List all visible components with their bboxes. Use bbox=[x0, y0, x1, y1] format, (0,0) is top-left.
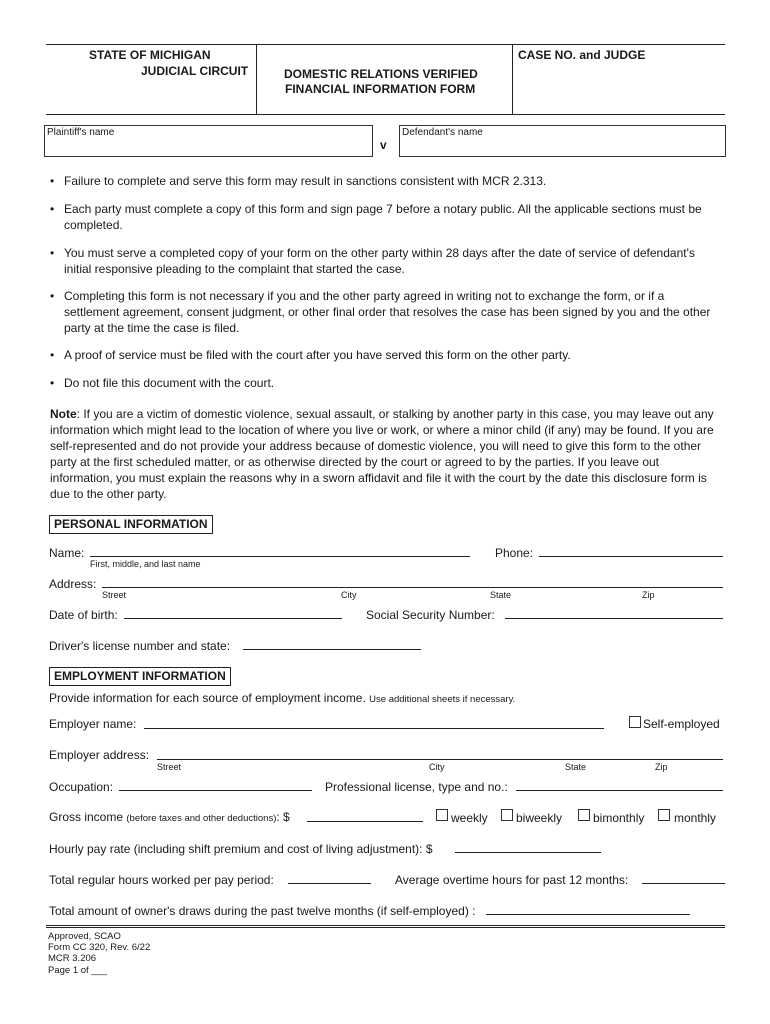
form-title-line1: DOMESTIC RELATIONS VERIFIED bbox=[284, 67, 478, 81]
self-employed-label: Self-employed bbox=[643, 717, 720, 731]
address-street-hint: Street bbox=[102, 590, 127, 600]
employment-intro: Provide information for each source of employment income. Use additional sheets if necessary. bbox=[49, 691, 516, 705]
gross-income-label: Gross income (before taxes and other deductions): $ bbox=[49, 810, 290, 824]
occupation-label: Occupation: bbox=[49, 780, 114, 794]
footer-page: Page 1 of ___ bbox=[48, 965, 108, 976]
bimonthly-checkbox[interactable] bbox=[578, 809, 590, 821]
overtime-hours-label: Average overtime hours for past 12 months: bbox=[395, 873, 629, 887]
form-title-line2: FINANCIAL INFORMATION FORM bbox=[285, 82, 476, 96]
overtime-hours-input[interactable] bbox=[642, 883, 725, 884]
bullet-icon: • bbox=[50, 348, 55, 362]
header-bottom-rule bbox=[46, 114, 725, 115]
footer-mcr: MCR 3.206 bbox=[48, 953, 97, 964]
self-employed-checkbox[interactable] bbox=[629, 716, 641, 728]
footer-form-number: Form CC 320, Rev. 6/22 bbox=[48, 942, 151, 953]
versus-label: v bbox=[380, 138, 387, 152]
domestic-violence-note bbox=[50, 406, 720, 502]
bullet-icon: • bbox=[50, 246, 55, 260]
professional-license-input[interactable] bbox=[516, 790, 723, 791]
dob-label: Date of birth: bbox=[49, 608, 118, 622]
professional-license-label: Professional license, type and no.: bbox=[325, 780, 508, 794]
footer-rule-1 bbox=[46, 925, 725, 926]
bullet-icon: • bbox=[50, 289, 55, 303]
monthly-label: monthly bbox=[674, 811, 717, 825]
gross-income-input[interactable] bbox=[307, 821, 423, 822]
bullet-icon: • bbox=[50, 174, 55, 188]
defendant-name-label: Defendant's name bbox=[402, 127, 483, 138]
footer-approved: Approved, SCAO bbox=[48, 931, 121, 942]
employer-zip-hint: Zip bbox=[655, 762, 668, 772]
instruction-item: • Each party must complete a copy of this form and sign page 7 before a notary public. All the applicable sections must be completed. bbox=[50, 202, 702, 232]
gross-income-note: (before taxes and other deductions) bbox=[126, 813, 277, 824]
instruction-item: • Do not file this document with the court. bbox=[50, 376, 275, 390]
name-hint: First, middle, and last name bbox=[90, 559, 201, 569]
biweekly-label: biweekly bbox=[516, 811, 563, 825]
address-label: Address: bbox=[49, 577, 97, 591]
drivers-license-label: Driver's license number and state: bbox=[49, 639, 231, 653]
header-divider-2 bbox=[512, 44, 513, 115]
occupation-input[interactable] bbox=[119, 790, 312, 791]
regular-hours-label: Total regular hours worked per pay period: bbox=[49, 873, 274, 887]
employer-city-hint: City bbox=[429, 762, 445, 772]
header-top-rule bbox=[46, 44, 725, 45]
phone-label: Phone: bbox=[495, 546, 534, 560]
instruction-item: • You must serve a completed copy of your form on the other party within 28 days after the date of service of defendant's initial responsive pleading to the complaint that started the case. bbox=[50, 246, 695, 276]
employer-state-hint: State bbox=[565, 762, 587, 772]
drivers-license-input[interactable] bbox=[243, 649, 421, 650]
judicial-circuit: JUDICIAL CIRCUIT bbox=[141, 64, 249, 78]
case-no-label: CASE NO. and JUDGE bbox=[518, 48, 646, 62]
employment-info-heading: EMPLOYMENT INFORMATION bbox=[49, 667, 231, 686]
biweekly-checkbox[interactable] bbox=[501, 809, 513, 821]
phone-input[interactable] bbox=[539, 556, 723, 557]
plaintiff-name-label: Plaintiff's name bbox=[47, 127, 115, 138]
ssn-input[interactable] bbox=[505, 618, 723, 619]
bimonthly-label: bimonthly bbox=[593, 811, 645, 825]
employer-address-label: Employer address: bbox=[49, 748, 150, 762]
address-city-hint: City bbox=[341, 590, 357, 600]
employer-address-input[interactable] bbox=[157, 759, 723, 760]
instruction-item: • Failure to complete and serve this form may result in sanctions consistent with MCR 2.313. bbox=[50, 174, 547, 188]
defendant-name-field[interactable] bbox=[399, 125, 726, 157]
note-text: : If you are a victim of domestic violence, sexual assault, or stalking by another party in this case, you may leave out any information which might lead to the location of where you live or work, or where a minor child (if any) may be found. If you are self-represented and do not provide your address because of domestic violence, you will need to give this form to the other party at the first scheduled matter, or as otherwise directed by the court or agreed to by the parties. If you leave out information, you must explain the reasons why in a sworn affidavit and file it with the court by the date this disclosure form is due to the other party. bbox=[50, 407, 714, 501]
note-label: Note bbox=[50, 407, 77, 421]
owners-draws-label: Total amount of owner's draws during the past twelve months (if self-employed) : bbox=[49, 904, 476, 918]
employment-intro-note: Use additional sheets if necessary. bbox=[369, 694, 516, 705]
bullet-icon: • bbox=[50, 376, 55, 390]
dob-input[interactable] bbox=[124, 618, 342, 619]
weekly-label: weekly bbox=[451, 811, 488, 825]
personal-info-heading: PERSONAL INFORMATION bbox=[49, 515, 213, 534]
bullet-icon: • bbox=[50, 202, 55, 216]
regular-hours-input[interactable] bbox=[288, 883, 371, 884]
address-zip-hint: Zip bbox=[642, 590, 655, 600]
owners-draws-input[interactable] bbox=[486, 914, 690, 915]
employer-name-label: Employer name: bbox=[49, 717, 137, 731]
employer-street-hint: Street bbox=[157, 762, 182, 772]
state-name: STATE OF MICHIGAN bbox=[89, 48, 211, 62]
instruction-item: • Completing this form is not necessary if you and the other party agreed in writing not to exchange the form, or if a settlement agreement, consent judgment, or other final order that resolves the case has been signed by you and the other party at the time the case is filed. bbox=[50, 289, 711, 335]
address-input[interactable] bbox=[102, 587, 723, 588]
weekly-checkbox[interactable] bbox=[436, 809, 448, 821]
address-state-hint: State bbox=[490, 590, 512, 600]
footer-rule-2 bbox=[46, 927, 725, 928]
employer-name-input[interactable] bbox=[144, 728, 604, 729]
name-label: Name: bbox=[49, 546, 85, 560]
hourly-rate-input[interactable] bbox=[455, 852, 601, 853]
instruction-item: • A proof of service must be filed with the court after you have served this form on the other party. bbox=[50, 348, 571, 362]
plaintiff-name-field[interactable] bbox=[44, 125, 373, 157]
ssn-label: Social Security Number: bbox=[366, 608, 495, 622]
monthly-checkbox[interactable] bbox=[658, 809, 670, 821]
header-divider-1 bbox=[256, 44, 257, 115]
name-input[interactable] bbox=[90, 556, 470, 557]
hourly-rate-label: Hourly pay rate (including shift premium and cost of living adjustment): $ bbox=[49, 842, 433, 856]
